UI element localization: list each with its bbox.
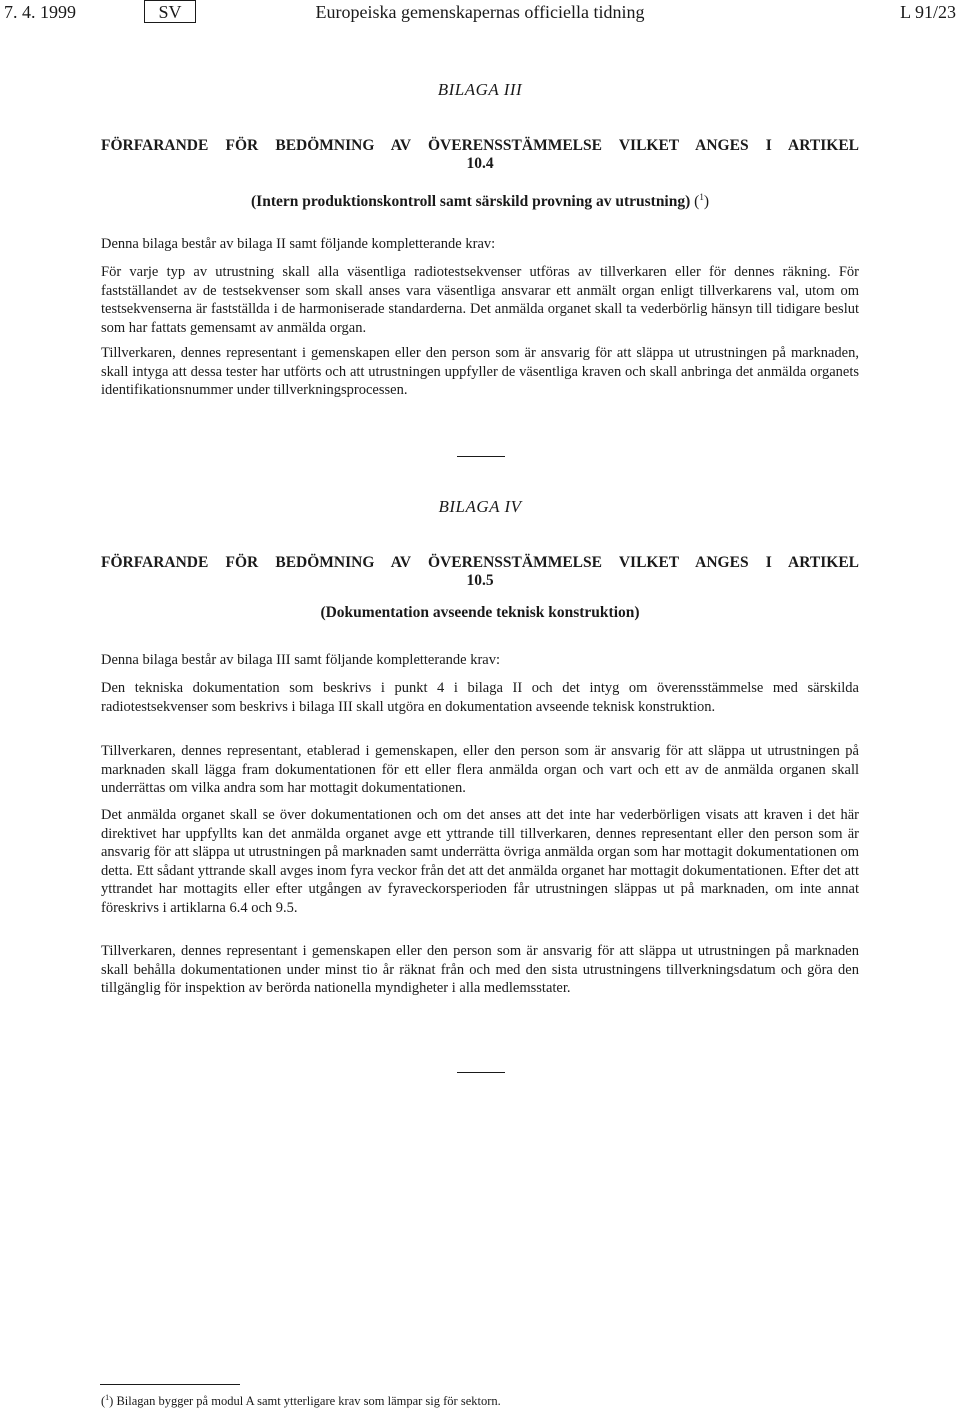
section-divider <box>457 1072 505 1073</box>
page-number: L 91/23 <box>900 2 956 22</box>
annex-4-heading-line1: FÖRFARANDE FÖR BEDÖMNING AV ÖVERENSSTÄMMELSE VILKET ANGES I ARTIKEL <box>101 554 859 571</box>
annex-3-heading <box>101 137 859 173</box>
annex-3-paragraph-2: Tillverkaren, dennes representant i gemenskapen eller den person som är ansvarig för att släppa ut utrustningen på marknaden, skall intyga att dessa tester har utförts och att utrustningen uppfyller de väsentliga kraven och skall anbringa det anmälda organets identifikationsnummer under tillverkningsprocessen. <box>101 345 859 398</box>
annex-3-heading-line1: FÖRFARANDE FÖR BEDÖMNING AV ÖVERENSSTÄMMELSE VILKET ANGES I ARTIKEL <box>101 137 859 154</box>
annex-4-title: BILAGA IV <box>438 497 522 516</box>
annex-3-title: BILAGA III <box>437 80 523 99</box>
annex-4-heading <box>101 554 859 590</box>
footnote-text: Bilagan bygger på modul A samt ytterligare krav som lämpar sig för sektorn. <box>116 1394 501 1409</box>
annex-3-subheading-text: (Intern produktionskontroll samt särskild provning av utrustning) <box>251 193 691 211</box>
footnote-rule <box>100 1384 240 1385</box>
journal-title: Europeiska gemenskapernas officiella tidning <box>315 2 645 22</box>
page-header <box>0 0 960 26</box>
annex-3-intro: Denna bilaga består av bilaga II samt följande kompletterande krav: <box>101 236 496 252</box>
annex-3-heading-line2: 10.4 <box>466 155 494 172</box>
publication-date: 7. 4. 1999 <box>4 2 76 22</box>
footnote-reference: ($^1$) <box>694 192 709 211</box>
language-code-box: SV <box>144 0 196 23</box>
annex-3-subheading <box>0 188 960 211</box>
annex-4-paragraph-3: Det anmälda organet skall se över dokumentationen och om det anses att det inte har vederbörligen visats att kraven i det här direktivet har uppfyllts kan det anmälda organet avge ett yttrande till tillverkaren, dennes representant eller den person som är ansvarig för att släppa ut utrustningen på marknaden samt underrätta övriga anmälda organ som har mottagit dokumentationen om detta. Ett sådant yttrande skall avges inom fyra veckor från det att det anmälda organet har mottagit dokumentationen. Efter det att yttrandet har mottagits eller efter utgången av fyraveckorsperioden får utrustningen släppas ut på marknaden, om inte annat föreskrivs i artiklarna 6.4 och 9.5. <box>101 807 859 916</box>
annex-4-paragraph-2: Tillverkaren, dennes representant, etablerad i gemenskapen, eller den person som är ansvarig för att släppa ut utrustningen på marknaden skall lägga fram dokumentationen för ett eller flera anmälda organ och vart och ett av de anmälda organen skall underrättas om vilka andra som har mottagit dokumentationen. <box>101 743 859 796</box>
annex-4-subheading: (Dokumentation avseende teknisk konstruktion) <box>320 604 640 621</box>
annex-4-heading-line2: 10.5 <box>466 572 494 589</box>
section-divider <box>457 456 505 457</box>
footnote-marker: ($^1$) <box>101 1393 114 1409</box>
annex-3-paragraph-1: För varje typ av utrustning skall alla väsentliga radiotestsekvenser utföras av tillverkaren eller för dennes räkning. För fastställandet av de testsekvenser som skall anses vara väsentliga ansvarar ett anmält organ enligt tillverkarens val, utom om testsekvenserna är fastställda i de harmoniserade standarderna. Det anmälda organet skall ta vederbörlig hänsyn till tidigare beslut som har fattats gemensamt av anmälda organ. <box>101 264 859 336</box>
annex-4-intro: Denna bilaga består av bilaga III samt följande kompletterande krav: <box>101 652 500 668</box>
annex-4-paragraph-4: Tillverkaren, dennes representant i gemenskapen eller den person som är ansvarig för att släppa ut utrustningen på marknaden skall behålla dokumentationen under minst tio år räknat från och med den sista utrustningens tillverkningsdatum och göra den tillgänglig för inspektion av berörda nationella myndigheter i alla medlemsstater. <box>101 943 859 996</box>
annex-4-paragraph-1: Den tekniska dokumentation som beskrivs i punkt 4 i bilaga II och det intyg om överensstämmelse med särskilda radiotestsekvenser som beskrivs i bilaga III skall utgöra en dokumentation avseende teknisk konstruktion. <box>101 680 859 715</box>
footnote <box>101 1390 859 1409</box>
